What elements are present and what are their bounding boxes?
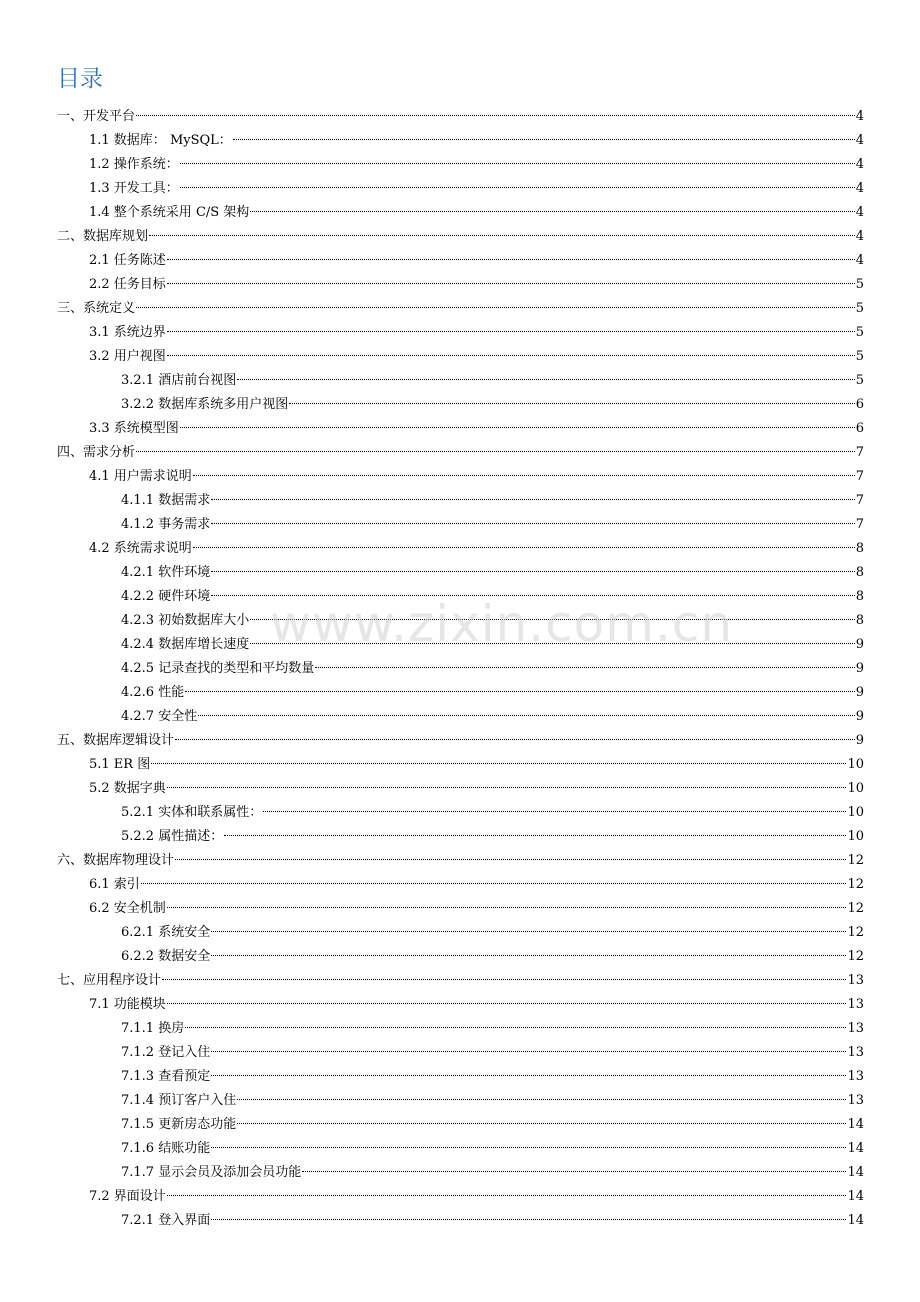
dot-leader xyxy=(211,499,855,500)
toc-entry[interactable] xyxy=(0,729,920,753)
toc-page-number: 8 xyxy=(855,541,864,556)
toc-entry-title: 7.1 功能模块 xyxy=(89,997,166,1012)
toc-entry[interactable] xyxy=(0,681,920,705)
dot-leader xyxy=(263,811,846,812)
toc-entry-title: 6.2 安全机制 xyxy=(89,901,166,916)
toc-entry-title: 7.1.4 预订客户入住 xyxy=(121,1093,237,1108)
toc-page-number: 10 xyxy=(847,757,864,772)
toc-entry[interactable] xyxy=(0,1113,920,1137)
toc-entry-title: 4.2.4 数据库增长速度 xyxy=(121,637,250,652)
dot-leader xyxy=(211,931,846,932)
dot-leader xyxy=(149,235,855,236)
dot-leader xyxy=(167,1003,847,1004)
toc-entry[interactable] xyxy=(0,129,920,153)
toc-page-number: 13 xyxy=(847,1093,864,1108)
toc-page-number: 7 xyxy=(855,445,864,460)
dot-leader xyxy=(237,1123,846,1124)
toc-page-number: 5 xyxy=(855,373,864,388)
toc-entry-title: 4.2.2 硬件环境 xyxy=(121,589,211,604)
toc-entry[interactable] xyxy=(0,1137,920,1161)
toc-page-number: 4 xyxy=(855,205,864,220)
toc-entry-title: 1.1 数据库： MySQL： xyxy=(89,133,232,148)
watermark: www.zixin.com.cn xyxy=(270,595,734,653)
toc-entry-title: 二、数据库规划 xyxy=(57,229,149,244)
dot-leader xyxy=(175,859,846,860)
toc-entry[interactable] xyxy=(0,1041,920,1065)
toc-page-number: 13 xyxy=(847,997,864,1012)
dot-leader xyxy=(162,979,846,980)
dot-leader xyxy=(211,955,846,956)
toc-entry-title: 7.1.7 显示会员及添加会员功能 xyxy=(121,1165,302,1180)
dot-leader xyxy=(180,187,855,188)
dot-leader xyxy=(237,1099,846,1100)
dot-leader xyxy=(136,451,855,452)
toc-entry-title: 4.2.5 记录查找的类型和平均数量 xyxy=(121,661,315,676)
toc-entry-title: 5.1 ER 图 xyxy=(89,757,151,772)
toc-page-number: 9 xyxy=(855,733,864,748)
toc-page-number: 4 xyxy=(855,133,864,148)
dot-leader xyxy=(211,571,855,572)
toc-entry-title: 七、应用程序设计 xyxy=(57,973,162,988)
dot-leader xyxy=(237,379,855,380)
toc-entry[interactable] xyxy=(0,489,920,513)
toc-entry-title: 五、数据库逻辑设计 xyxy=(57,733,175,748)
toc-entry-title: 四、需求分析 xyxy=(57,445,136,460)
toc-entry-title: 4.2.6 性能 xyxy=(121,685,185,700)
toc-entry[interactable] xyxy=(0,825,920,849)
toc-page-number: 7 xyxy=(855,493,864,508)
dot-leader xyxy=(211,1219,846,1220)
toc-entry[interactable] xyxy=(0,1161,920,1185)
dot-leader xyxy=(198,715,855,716)
dot-leader xyxy=(167,283,855,284)
dot-leader xyxy=(141,883,847,884)
dot-leader xyxy=(315,667,855,668)
toc-page-number: 14 xyxy=(847,1165,864,1180)
toc-page-number: 8 xyxy=(855,589,864,604)
toc-entry[interactable] xyxy=(0,801,920,825)
toc-entry[interactable] xyxy=(0,321,920,345)
toc-entry[interactable] xyxy=(0,657,920,681)
dot-leader xyxy=(167,787,847,788)
toc-entry[interactable] xyxy=(0,273,920,297)
dot-leader xyxy=(167,1195,847,1196)
toc-page-number: 6 xyxy=(855,421,864,436)
toc-page-number: 6 xyxy=(855,397,864,412)
toc-entry[interactable] xyxy=(0,585,920,609)
toc-entry[interactable] xyxy=(0,609,920,633)
dot-leader xyxy=(167,331,855,332)
toc-entry[interactable] xyxy=(0,993,920,1017)
toc-entry-title: 5.2.2 属性描述： xyxy=(121,829,224,844)
toc-entry-title: 7.1.5 更新房态功能 xyxy=(121,1117,237,1132)
toc-page-number: 9 xyxy=(855,685,864,700)
toc-entry-title: 2.1 任务陈述 xyxy=(89,253,166,268)
toc-entry[interactable] xyxy=(0,561,920,585)
dot-leader xyxy=(167,907,847,908)
toc-page-number: 7 xyxy=(855,469,864,484)
dot-leader xyxy=(193,547,855,548)
toc-entry-title: 1.2 操作系统： xyxy=(89,157,179,172)
toc-entry-title: 六、数据库物理设计 xyxy=(57,853,175,868)
toc-page-number: 7 xyxy=(855,517,864,532)
toc-entry-title: 3.2 用户视图 xyxy=(89,349,166,364)
toc-entry-title: 7.2 界面设计 xyxy=(89,1189,166,1204)
toc-entry[interactable] xyxy=(0,849,920,873)
dot-leader xyxy=(302,1171,846,1172)
toc-page-number: 12 xyxy=(847,877,864,892)
toc-entry[interactable] xyxy=(0,345,920,369)
toc-page-number: 4 xyxy=(855,229,864,244)
toc-page-number: 10 xyxy=(847,781,864,796)
dot-leader xyxy=(180,163,855,164)
toc-page-number: 9 xyxy=(855,661,864,676)
toc-entry[interactable] xyxy=(0,441,920,465)
toc-entry[interactable] xyxy=(0,537,920,561)
toc-entry-title: 7.1.1 换房 xyxy=(121,1021,185,1036)
dot-leader xyxy=(224,835,846,836)
toc-entry-title: 一、开发平台 xyxy=(57,109,136,124)
toc-page-number: 5 xyxy=(855,349,864,364)
toc-entry[interactable] xyxy=(0,105,920,129)
toc-page-number: 14 xyxy=(847,1141,864,1156)
toc-entry[interactable] xyxy=(0,297,920,321)
dot-leader xyxy=(289,403,855,404)
toc-entry[interactable] xyxy=(0,873,920,897)
toc-page-number: 4 xyxy=(855,253,864,268)
toc-entry-title: 1.3 开发工具： xyxy=(89,181,179,196)
dot-leader xyxy=(185,1027,846,1028)
toc-entry-title: 3.1 系统边界 xyxy=(89,325,166,340)
dot-leader xyxy=(211,523,855,524)
toc-entry-title: 7.2.1 登入界面 xyxy=(121,1213,211,1228)
toc-entry-title: 4.2.3 初始数据库大小 xyxy=(121,613,250,628)
toc-entry[interactable] xyxy=(0,753,920,777)
toc-entry-title: 4.1.2 事务需求 xyxy=(121,517,211,532)
toc-entry[interactable] xyxy=(0,1017,920,1041)
toc-page-number: 14 xyxy=(847,1189,864,1204)
toc-entry[interactable] xyxy=(0,369,920,393)
dot-leader xyxy=(136,115,855,116)
toc-entry[interactable] xyxy=(0,393,920,417)
dot-leader xyxy=(211,1075,846,1076)
toc-entry-title: 4.2.1 软件环境 xyxy=(121,565,211,580)
toc-entry-title: 3.3 系统模型图 xyxy=(89,421,179,436)
dot-leader xyxy=(250,619,855,620)
toc-entry[interactable] xyxy=(0,921,920,945)
toc-entry-title: 3.2.2 数据库系统多用户视图 xyxy=(121,397,289,412)
toc-page-number: 13 xyxy=(847,1021,864,1036)
toc-entry[interactable] xyxy=(0,177,920,201)
toc-entry[interactable] xyxy=(0,225,920,249)
toc-entry-title: 7.1.3 查看预定 xyxy=(121,1069,211,1084)
toc-entry[interactable] xyxy=(0,465,920,489)
dot-leader xyxy=(185,691,855,692)
toc-page-number: 12 xyxy=(847,949,864,964)
table-of-contents xyxy=(0,105,920,1233)
toc-entry[interactable] xyxy=(0,1209,920,1233)
toc-entry[interactable] xyxy=(0,249,920,273)
dot-leader xyxy=(175,739,855,740)
toc-page-number: 8 xyxy=(855,565,864,580)
page-title: 目录 xyxy=(57,66,103,92)
toc-entry[interactable] xyxy=(0,897,920,921)
toc-page-number: 9 xyxy=(855,637,864,652)
toc-page-number: 4 xyxy=(855,181,864,196)
dot-leader xyxy=(211,1147,846,1148)
toc-page-number: 12 xyxy=(847,901,864,916)
dot-leader xyxy=(136,307,855,308)
toc-entry[interactable] xyxy=(0,945,920,969)
toc-page-number: 13 xyxy=(847,1045,864,1060)
toc-entry[interactable] xyxy=(0,705,920,729)
dot-leader xyxy=(250,643,855,644)
toc-page-number: 13 xyxy=(847,1069,864,1084)
dot-leader xyxy=(211,595,855,596)
toc-entry[interactable] xyxy=(0,777,920,801)
toc-page-number: 4 xyxy=(855,109,864,124)
toc-entry-title: 7.1.6 结账功能 xyxy=(121,1141,211,1156)
toc-page-number: 4 xyxy=(855,157,864,172)
toc-page-number: 12 xyxy=(847,853,864,868)
toc-page-number: 5 xyxy=(855,325,864,340)
toc-page-number: 9 xyxy=(855,709,864,724)
toc-entry-title: 4.1.1 数据需求 xyxy=(121,493,211,508)
toc-page-number: 10 xyxy=(847,829,864,844)
dot-leader xyxy=(193,475,855,476)
dot-leader xyxy=(233,139,855,140)
toc-entry[interactable] xyxy=(0,153,920,177)
toc-entry[interactable] xyxy=(0,1089,920,1113)
toc-entry[interactable] xyxy=(0,969,920,993)
toc-entry-title: 4.2.7 安全性 xyxy=(121,709,198,724)
toc-entry[interactable] xyxy=(0,1065,920,1089)
toc-entry[interactable] xyxy=(0,417,920,441)
toc-page-number: 5 xyxy=(855,301,864,316)
toc-page-number: 5 xyxy=(855,277,864,292)
toc-entry-title: 6.2.1 系统安全 xyxy=(121,925,211,940)
toc-page-number: 8 xyxy=(855,613,864,628)
toc-entry[interactable] xyxy=(0,633,920,657)
toc-page-number: 12 xyxy=(847,925,864,940)
toc-entry-title: 5.2.1 实体和联系属性： xyxy=(121,805,263,820)
dot-leader xyxy=(167,355,855,356)
toc-entry-title: 5.2 数据字典 xyxy=(89,781,166,796)
dot-leader xyxy=(180,427,855,428)
dot-leader xyxy=(167,259,855,260)
toc-page-number: 14 xyxy=(847,1213,864,1228)
toc-entry-title: 3.2.1 酒店前台视图 xyxy=(121,373,237,388)
toc-entry-title: 2.2 任务目标 xyxy=(89,277,166,292)
toc-page-number: 14 xyxy=(847,1117,864,1132)
toc-entry-title: 4.2 系统需求说明 xyxy=(89,541,192,556)
toc-entry[interactable] xyxy=(0,1185,920,1209)
toc-entry-title: 6.1 索引 xyxy=(89,877,140,892)
toc-page-number: 10 xyxy=(847,805,864,820)
dot-leader xyxy=(211,1051,846,1052)
dot-leader xyxy=(250,211,854,212)
toc-entry[interactable] xyxy=(0,201,920,225)
toc-page-number: 13 xyxy=(847,973,864,988)
toc-entry-title: 1.4 整个系统采用 C/S 架构 xyxy=(89,205,250,220)
dot-leader xyxy=(151,763,846,764)
toc-entry-title: 三、系统定义 xyxy=(57,301,136,316)
toc-entry-title: 6.2.2 数据安全 xyxy=(121,949,211,964)
toc-entry-title: 7.1.2 登记入住 xyxy=(121,1045,211,1060)
toc-entry-title: 4.1 用户需求说明 xyxy=(89,469,192,484)
toc-entry[interactable] xyxy=(0,513,920,537)
